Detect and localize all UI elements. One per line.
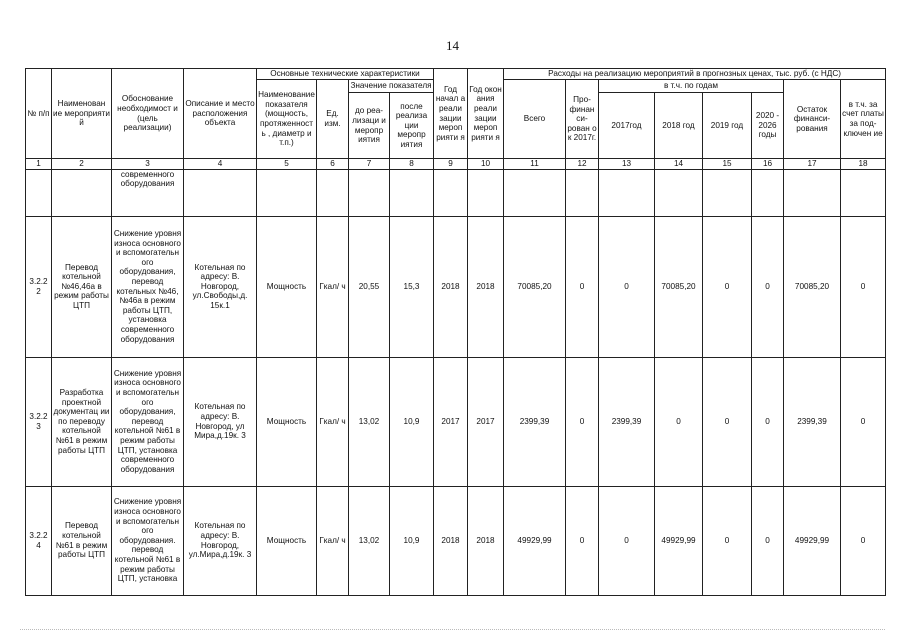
header-col-3: Обоснование необходимост и (цель реализации): [112, 69, 184, 159]
cell-y2017: [599, 169, 655, 216]
header-col-7: до реа- лизаци и меропр иятия: [349, 93, 390, 159]
cell-y2019: 0: [703, 357, 752, 486]
cell-start: 2018: [434, 216, 468, 357]
cell-end: 2018: [468, 486, 504, 595]
cell-connection-fee: 0: [841, 486, 886, 595]
column-number-cell: 17: [784, 159, 841, 170]
header-col-18: в т.ч. за счет платы за под- ключен ие: [841, 80, 886, 159]
cell-prefinanced: [566, 169, 599, 216]
cell-param: Мощность: [257, 357, 317, 486]
cell-name: Перевод котельной №46,46а в режим работы ЦТП: [52, 216, 112, 357]
cell-remaining: 2399,39: [784, 357, 841, 486]
column-number-cell: 14: [655, 159, 703, 170]
header-col-4: Описание и место расположения объекта: [184, 69, 257, 159]
cell-y2020-2026: 0: [752, 486, 784, 595]
column-number-cell: 15: [703, 159, 752, 170]
header-col-15: 2019 год: [703, 93, 752, 159]
cell-name: Разработка проектной документац ии по переводу котельной №61 в режим работы ЦТП: [52, 357, 112, 486]
cell-param: Мощность: [257, 486, 317, 595]
cell-id: 3.2.2 3: [26, 357, 52, 486]
column-number-cell: 6: [317, 159, 349, 170]
column-number-cell: 3: [112, 159, 184, 170]
cell-after: 10,9: [390, 357, 434, 486]
cell-after: [390, 169, 434, 216]
cell-reason: Снижение уровня износа основного и вспомогательн ого оборудования, перевод котельной №61 в режим работы ЦТП, установка современного оборудования: [112, 357, 184, 486]
cell-y2017: 2399,39: [599, 357, 655, 486]
column-number-cell: 11: [504, 159, 566, 170]
cell-reason: Снижение уровня износа основного и вспомогательн ого оборудования, перевод котельных №46, №46а в режим работы ЦТП, установка современного оборудования: [112, 216, 184, 357]
cell-prefinanced: 0: [566, 216, 599, 357]
header-col-11: Всего: [504, 80, 566, 159]
header-col-1: № п/п: [26, 69, 52, 159]
cell-location: Котельная по адресу: В. Новгород, ул.Мира,д.19к. 3: [184, 486, 257, 595]
investment-table: [25, 68, 886, 596]
header-col-5: Наименование показателя (мощность, протяженность , диаметр и т.п.): [257, 80, 317, 159]
cell-name: Перевод котельной №61 в режим работы ЦТП: [52, 486, 112, 595]
cell-reason: современного оборудования: [112, 169, 184, 216]
cell-total: 49929,99: [504, 486, 566, 595]
column-number-cell: 13: [599, 159, 655, 170]
cell-connection-fee: [841, 169, 886, 216]
cell-start: [434, 169, 468, 216]
cell-y2018: [655, 169, 703, 216]
cell-y2020-2026: 0: [752, 216, 784, 357]
cell-prefinanced: 0: [566, 357, 599, 486]
column-number-cell: 12: [566, 159, 599, 170]
cell-y2019: 0: [703, 486, 752, 595]
cell-location: Котельная по адресу: В. Новгород, ул.Свободы,д. 15к.1: [184, 216, 257, 357]
column-number-row: [26, 159, 886, 170]
cell-name: [52, 169, 112, 216]
header-col-8: после реализа ции меропр иятия: [390, 93, 434, 159]
cell-y2020-2026: 0: [752, 357, 784, 486]
cell-id: 3.2.2 2: [26, 216, 52, 357]
cell-unit: [317, 169, 349, 216]
cell-after: 10,9: [390, 486, 434, 595]
header-col-9: Год начал а реали зации мероп рияти я: [434, 69, 468, 159]
cell-y2018: 0: [655, 357, 703, 486]
header-value-group: Значение показателя: [349, 80, 434, 93]
header-col-14: 2018 год: [655, 93, 703, 159]
cell-y2019: 0: [703, 216, 752, 357]
cell-remaining: [784, 169, 841, 216]
cell-y2017: 0: [599, 486, 655, 595]
cell-total: [504, 169, 566, 216]
cell-location: [184, 169, 257, 216]
table-row: [26, 357, 886, 486]
table-row: [26, 486, 886, 595]
table-row: [26, 169, 886, 216]
table-row: [26, 216, 886, 357]
header-col-17: Остаток финанси- рования: [784, 80, 841, 159]
cell-y2019: [703, 169, 752, 216]
header-col-10: Год окон ания реали зации мероп рияти я: [468, 69, 504, 159]
cell-y2020-2026: [752, 169, 784, 216]
cell-end: [468, 169, 504, 216]
cell-reason: Снижение уровня износа основного и вспомогательн ого оборудования. перевод котельной №61 в режим работы ЦТП, установка: [112, 486, 184, 595]
column-number-cell: 5: [257, 159, 317, 170]
cell-y2017: 0: [599, 216, 655, 357]
header-col-13: 2017год: [599, 93, 655, 159]
header-col-6: Ед. изм.: [317, 80, 349, 159]
cell-y2018: 70085,20: [655, 216, 703, 357]
cell-before: [349, 169, 390, 216]
cell-id: 3.2.2 4: [26, 486, 52, 595]
cell-before: 13,02: [349, 357, 390, 486]
cell-total: 2399,39: [504, 357, 566, 486]
cell-before: 20,55: [349, 216, 390, 357]
cell-after: 15,3: [390, 216, 434, 357]
cell-remaining: 70085,20: [784, 216, 841, 357]
column-number-cell: 2: [52, 159, 112, 170]
column-number-cell: 7: [349, 159, 390, 170]
page-number: 14: [446, 38, 459, 53]
cell-start: 2017: [434, 357, 468, 486]
header-col-16: 2020 - 2026 годы: [752, 93, 784, 159]
header-tech-group: Основные технические характеристики: [257, 69, 434, 80]
cell-unit: Гкал/ ч: [317, 216, 349, 357]
cell-y2018: 49929,99: [655, 486, 703, 595]
column-number-cell: 18: [841, 159, 886, 170]
cell-unit: Гкал/ ч: [317, 357, 349, 486]
cell-start: 2018: [434, 486, 468, 595]
column-number-cell: 8: [390, 159, 434, 170]
cell-end: 2017: [468, 357, 504, 486]
column-number-cell: 10: [468, 159, 504, 170]
cell-id: [26, 169, 52, 216]
cell-remaining: 49929,99: [784, 486, 841, 595]
cell-param: Мощность: [257, 216, 317, 357]
header-years-group: в т.ч. по годам: [599, 80, 784, 93]
cell-prefinanced: 0: [566, 486, 599, 595]
column-number-cell: 1: [26, 159, 52, 170]
header-col-2: Наименован ие мероприяти й: [52, 69, 112, 159]
header-expense-group: Расходы на реализацию мероприятий в прогнозных ценах, тыс. руб. (с НДС): [504, 69, 886, 80]
cell-unit: Гкал/ ч: [317, 486, 349, 595]
column-number-cell: 16: [752, 159, 784, 170]
cell-end: 2018: [468, 216, 504, 357]
investment-table-container: [25, 68, 885, 596]
cell-connection-fee: 0: [841, 216, 886, 357]
column-number-cell: 9: [434, 159, 468, 170]
cell-before: 13,02: [349, 486, 390, 595]
cell-location: Котельная по адресу: В. Новгород, ул Мира,д.19к. 3: [184, 357, 257, 486]
cell-connection-fee: 0: [841, 357, 886, 486]
header-col-12: Про- финан си- рован о к 2017г.: [566, 80, 599, 159]
cell-total: 70085,20: [504, 216, 566, 357]
footer-line: [20, 629, 885, 631]
cell-param: [257, 169, 317, 216]
column-number-cell: 4: [184, 159, 257, 170]
